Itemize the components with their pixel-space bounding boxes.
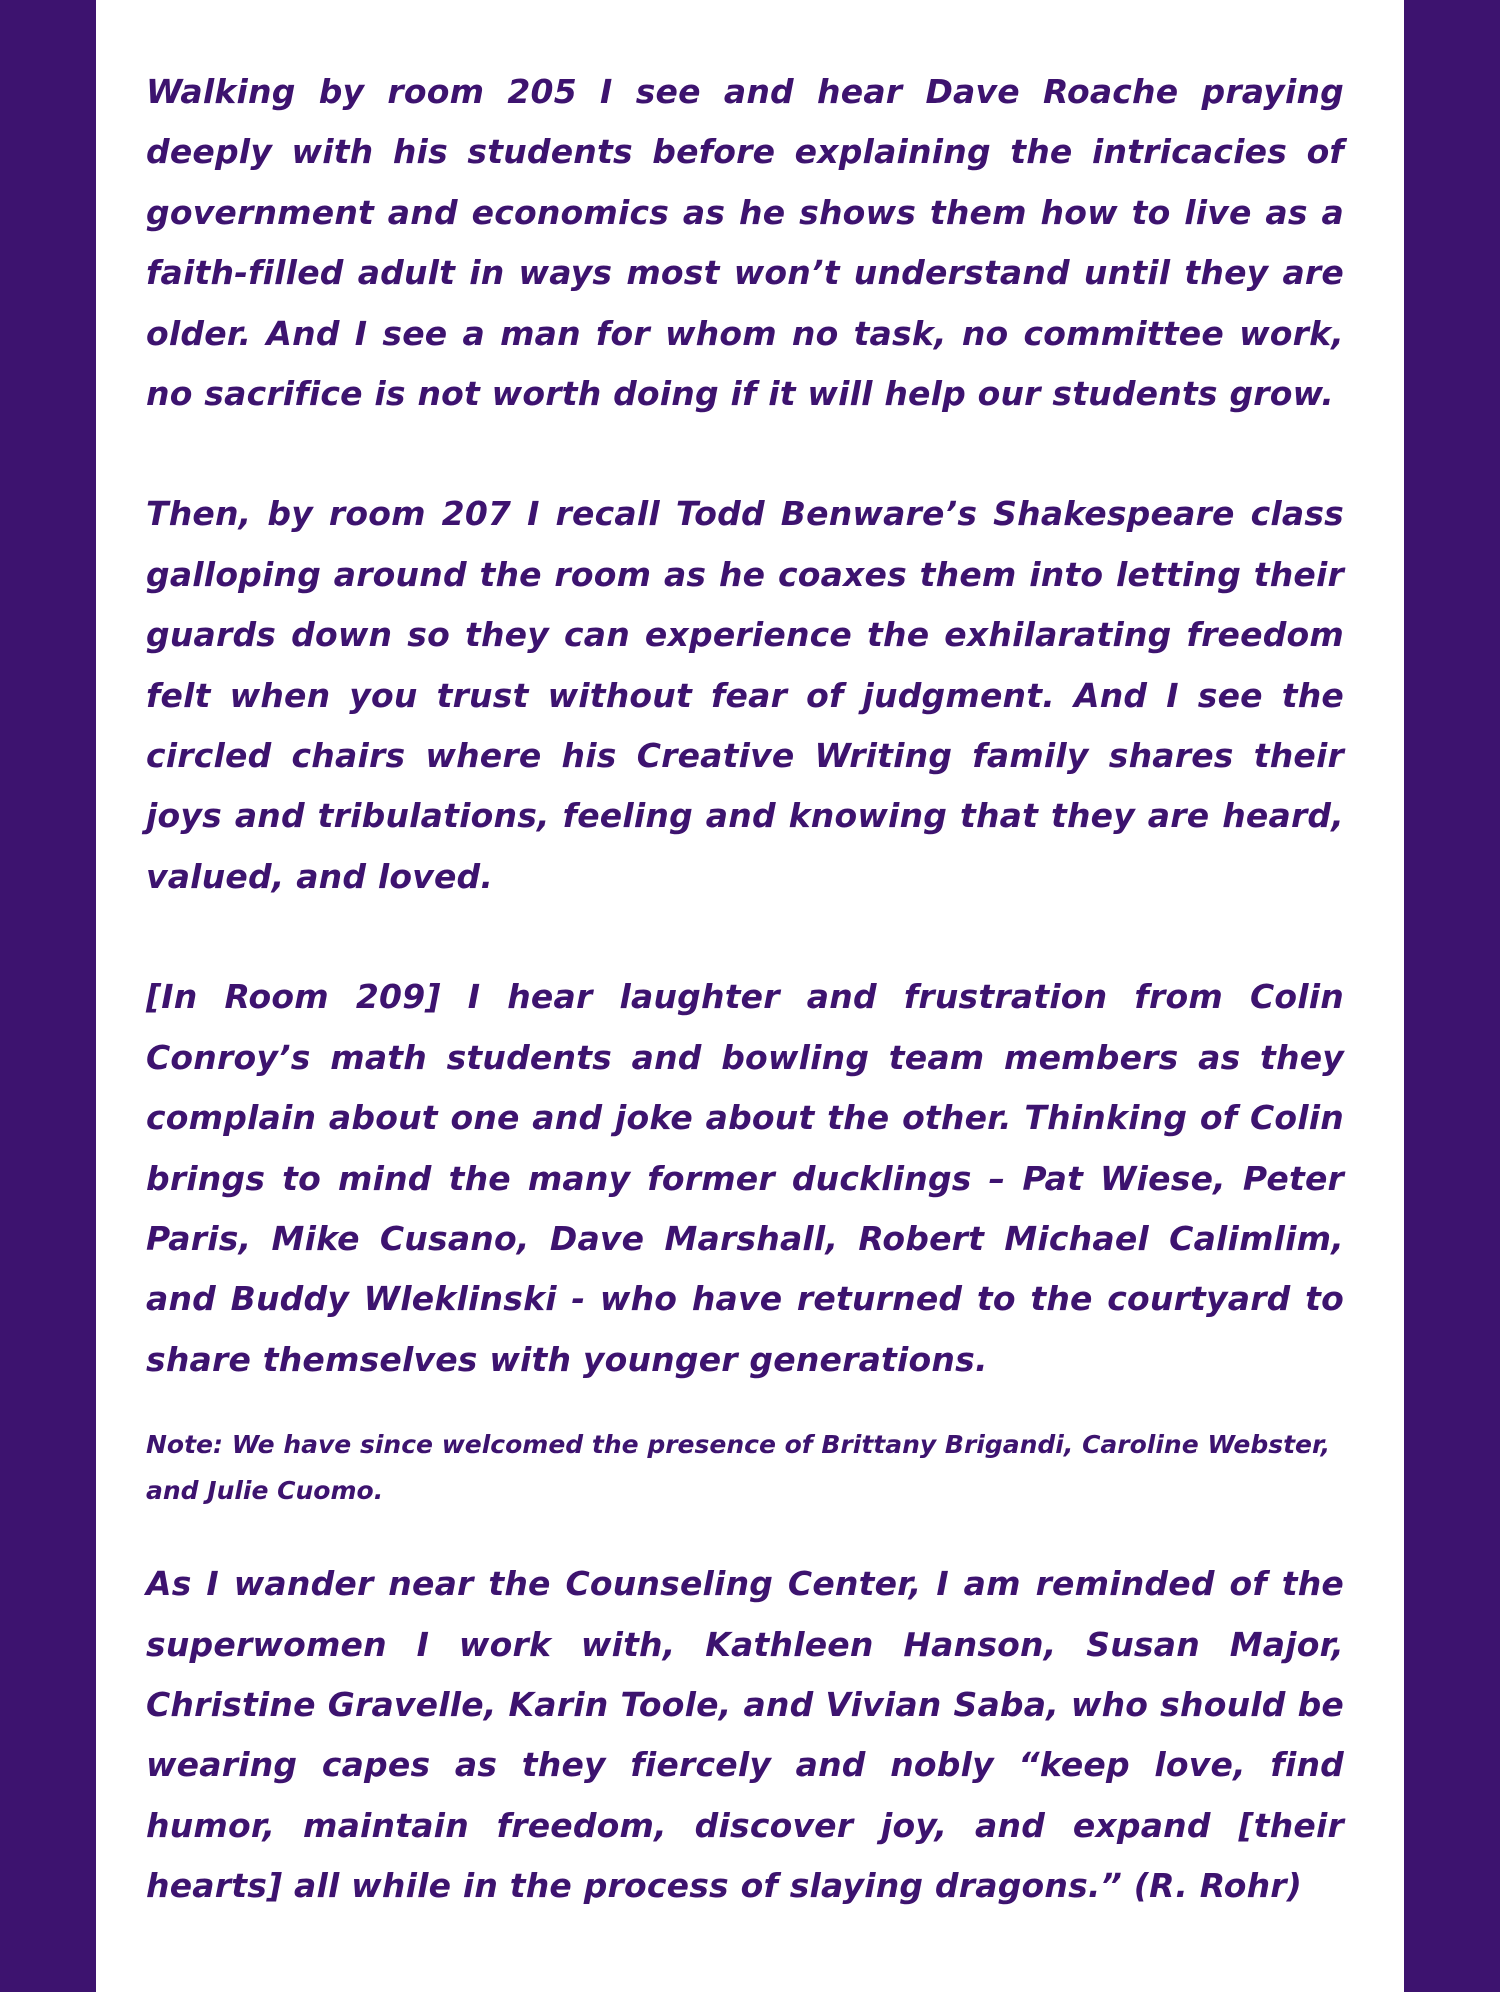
paragraph-counseling-center: As I wander near the Counseling Center, I am reminded of the superwomen I work with, Kathleen Hanson, Susan Major, Christine Gravelle, Karin Toole, and Vivian Saba, who should be wearing capes as they fiercely and nobly “keep love, find humor, maintain freedom, discover joy, and expand [their hearts] all while in the process of slaying dragons.” (R. Rohr) <box>146 1564 1344 1906</box>
paragraph-room-207: Then, by room 207 I recall Todd Benware’s Shakespeare class galloping around the room as he coaxes them into letting their guards down so they can experience the exhilarating freedom felt when you trust without fear of judgment. And I see the circled chairs where his Creative Writing family shares their joys and tribulations, feeling and knowing that they are heard, valued, and loved. <box>146 494 1344 896</box>
paragraph-room-205: Walking by room 205 I see and hear Dave Roache praying deeply with his students before explaining the intricacies of government and economics as he shows them how to live as a faith-filled adult in ways most won’t understand until they are older. And I see a man for whom no task, no committee work, no sacrifice is not worth doing if it will help our students grow. <box>146 72 1344 414</box>
note-text: Note: We have since welcomed the presence of Brittany Brigandi, Caroline Webster, and Julie Cuomo. <box>146 1430 1331 1506</box>
document-page <box>96 0 1404 1992</box>
paragraph-room-209: [In Room 209] I hear laughter and frustration from Colin Conroy’s math students and bowling team members as they complain about one and joke about the other. Thinking of Colin brings to mind the many former ducklings – Pat Wiese, Peter Paris, Mike Cusano, Dave Marshall, Robert Michael Calimlim, and Buddy Wleklinski - who have returned to the courtyard to share themselves with younger generations. <box>146 977 1344 1379</box>
